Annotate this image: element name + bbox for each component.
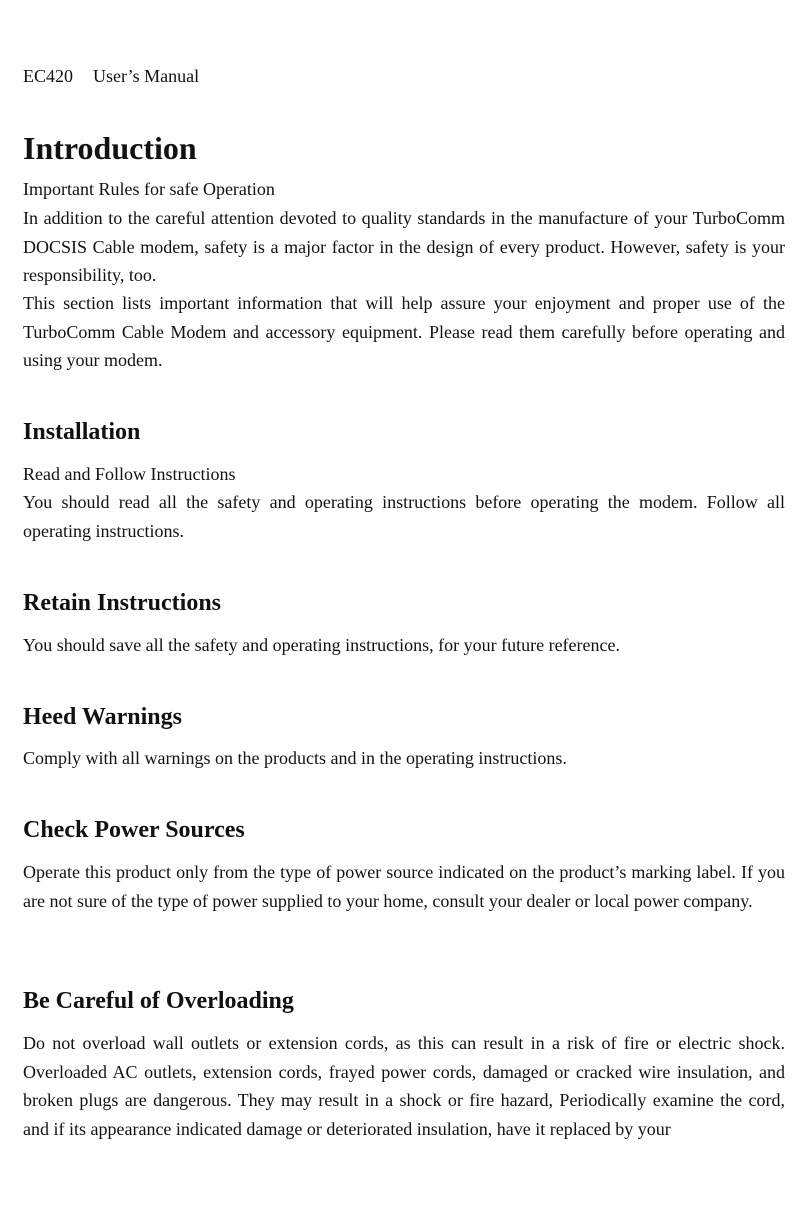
document-title: User’s Manual xyxy=(93,66,200,86)
introduction-heading: Introduction xyxy=(23,130,197,166)
introduction-subtitle: Important Rules for safe Operation xyxy=(23,179,275,199)
heed-warnings-paragraph: Comply with all warnings on the products and in the operating instructions. xyxy=(23,748,567,768)
check-power-sources-heading: Check Power Sources xyxy=(23,817,245,843)
overloading-heading: Be Careful of Overloading xyxy=(23,988,294,1014)
retain-instructions-heading: Retain Instructions xyxy=(23,590,222,616)
model-number: EC420 xyxy=(23,66,74,86)
check-power-sources-paragraph: Operate this product only from the type of power source indicated on the product’s marking label. If you are not sure of the type of power supplied to your home, consult your dealer or local power company. xyxy=(23,862,785,911)
running-header xyxy=(23,64,199,88)
introduction-paragraph-2: This section lists important information that will help assure your enjoyment and proper use of the TurboComm Cable Modem and accessory equipment. Please read them carefully before operating and using your modem. xyxy=(23,293,785,371)
overloading-paragraph: Do not overload wall outlets or extension cords, as this can result in a risk of fire or electric shock. Overloaded AC outlets, extension cords, frayed power cords, damaged or cracked wire insulation, and broken plugs are dangerous. They may result in a shock or fire hazard, Periodically examine the cord, and if its appearance indicated damage or deteriorated insulation, have it replaced by your xyxy=(23,1033,785,1139)
retain-instructions-paragraph: You should save all the safety and operating instructions, for your future reference. xyxy=(23,635,620,655)
heed-warnings-heading: Heed Warnings xyxy=(23,704,182,730)
installation-paragraph: You should read all the safety and operating instructions before operating the modem. Follow all operating instructions. xyxy=(23,492,785,541)
installation-heading: Installation xyxy=(23,419,141,445)
introduction-paragraph-1: In addition to the careful attention devoted to quality standards in the manufacture of your TurboComm DOCSIS Cable modem, safety is a major factor in the design of every product. However, safety is your responsibility, too. xyxy=(23,208,785,286)
installation-subtitle: Read and Follow Instructions xyxy=(23,464,236,484)
